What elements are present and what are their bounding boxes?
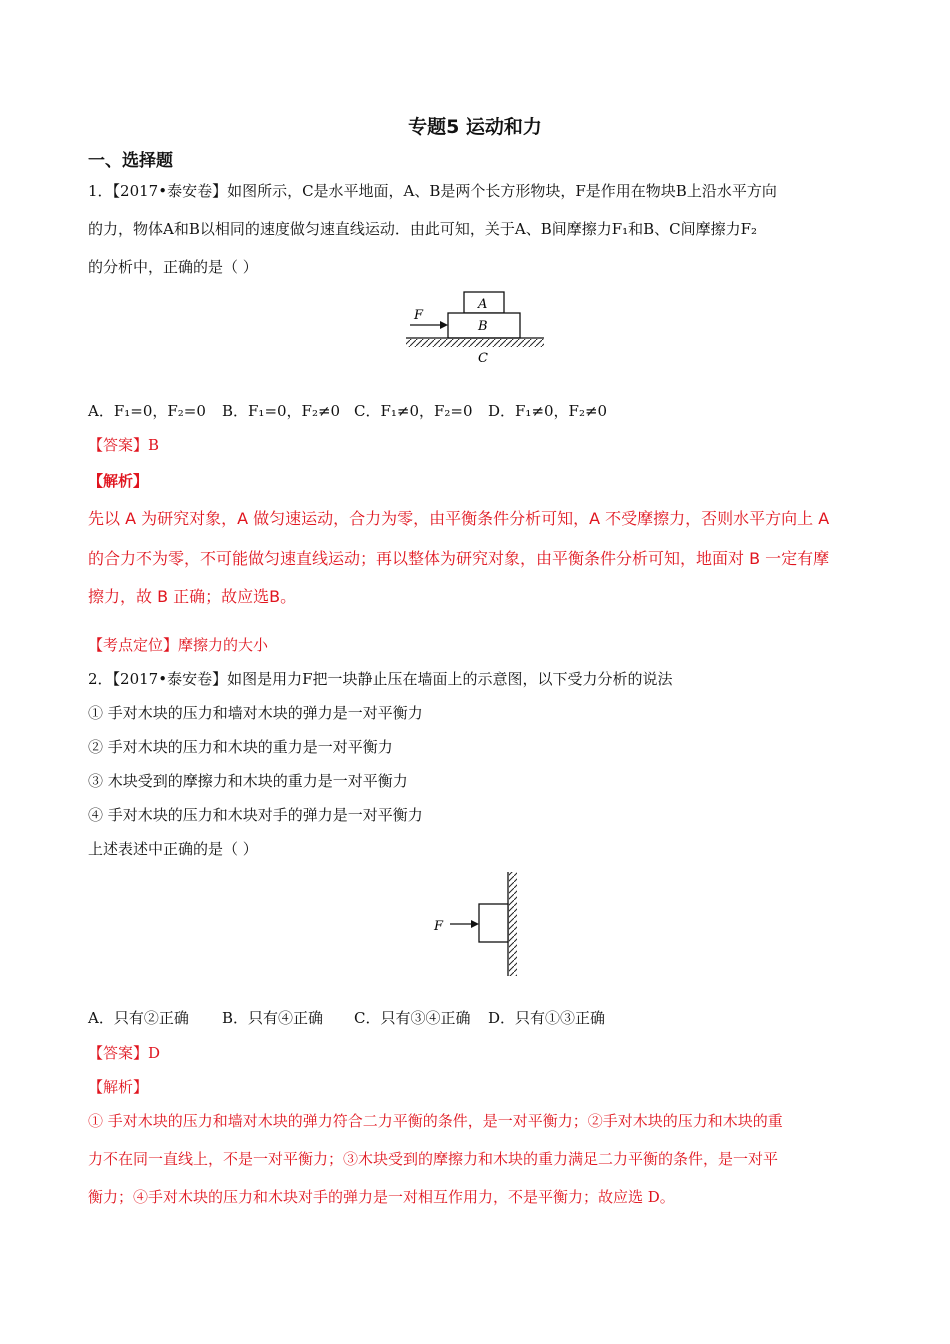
q2-statement-3: ③ 木块受到的摩擦力和木块的重力是一对平衡力 — [88, 772, 408, 790]
q1-ground-hatch — [406, 339, 544, 347]
q1-label-c: C — [478, 351, 488, 366]
q2-analysis-label: 【解析】 — [88, 1078, 149, 1096]
q1-analysis-line-3: 擦力，故 B 正确；故应选B。 — [88, 587, 297, 606]
q1-analysis-line-2: 的合力不为零，不可能做匀速直线运动；再以整体为研究对象，由平衡条件分析可知，地面对 B 一定有摩 — [88, 549, 830, 568]
q1-line-1: 1．【2017•泰安卷】如图所示，C是水平地面，A、B是两个长方形物块，F是作用在物块B上沿水平方向 — [88, 182, 777, 200]
q1-line-2: 的力，物体A和B以相同的速度做匀速直线运动．由此可知，关于A、B间摩擦力F₁和B、C间摩擦力F₂ — [88, 220, 758, 238]
q1-label-a: A — [478, 297, 488, 312]
q2-statement-4: ④ 手对木块的压力和木块对手的弹力是一对平衡力 — [88, 806, 423, 824]
q1-label-b: B — [478, 319, 488, 334]
q2-statement-1: ① 手对木块的压力和墙对木块的弹力是一对平衡力 — [88, 704, 423, 722]
q1-label-f: F — [414, 308, 424, 323]
q2-option-d: D．只有①③正确 — [488, 1009, 606, 1027]
q2-analysis-line-1: ① 手对木块的压力和墙对木块的弹力符合二力平衡的条件，是一对平衡力；②手对木块的压力和木块的重 — [88, 1112, 783, 1130]
section-heading: 一、选择题 — [88, 151, 173, 171]
q2-statement-2: ② 手对木块的压力和木块的重力是一对平衡力 — [88, 738, 393, 756]
q1-line-3: 的分析中，正确的是（ ） — [88, 258, 258, 276]
q1-option-a: A．F₁=0，F₂=0 — [88, 402, 206, 420]
q2-label-f: F — [434, 919, 444, 934]
q1-force-arrowhead — [440, 321, 448, 329]
q2-block — [479, 904, 508, 942]
q1-kaodian: 【考点定位】摩擦力的大小 — [88, 636, 269, 654]
q1-option-b: B．F₁=0，F₂≠0 — [222, 402, 341, 420]
q1-analysis-line-1: 先以 A 为研究对象，A 做匀速运动，合力为零，由平衡条件分析可知，A 不受摩擦力，否则水平方向上 A — [88, 509, 830, 528]
q2-option-b: B．只有④正确 — [222, 1009, 324, 1027]
q2-figure-wall — [430, 870, 522, 980]
q2-wall-hatch — [509, 872, 517, 976]
page-title: 专题5 运动和力 — [408, 116, 542, 138]
q2-analysis-line-3: 衡力；④手对木块的压力和木块对手的弹力是一对相互作用力，不是平衡力；故应选 D。 — [88, 1188, 675, 1206]
q2-force-arrowhead — [471, 920, 479, 928]
q1-figure-blocks — [404, 286, 548, 368]
q2-option-a: A．只有②正确 — [88, 1009, 189, 1027]
q1-analysis-label: 【解析】 — [88, 472, 149, 490]
q1-answer: 【答案】B — [88, 436, 160, 454]
q1-option-c: C．F₁≠0，F₂=0 — [354, 402, 473, 420]
q2-analysis-line-2: 力不在同一直线上，不是一对平衡力；③木块受到的摩擦力和木块的重力满足二力平衡的条件，是一对平 — [88, 1150, 779, 1168]
q1-option-d: D．F₁≠0，F₂≠0 — [488, 402, 608, 420]
q2-line-1: 2．【2017•泰安卷】如图是用力F把一块静止压在墙面上的示意图，以下受力分析的说法 — [88, 670, 673, 688]
q2-option-c: C．只有③④正确 — [354, 1009, 471, 1027]
q2-answer: 【答案】D — [88, 1044, 161, 1062]
q2-question: 上述表述中正确的是（ ） — [88, 840, 258, 858]
